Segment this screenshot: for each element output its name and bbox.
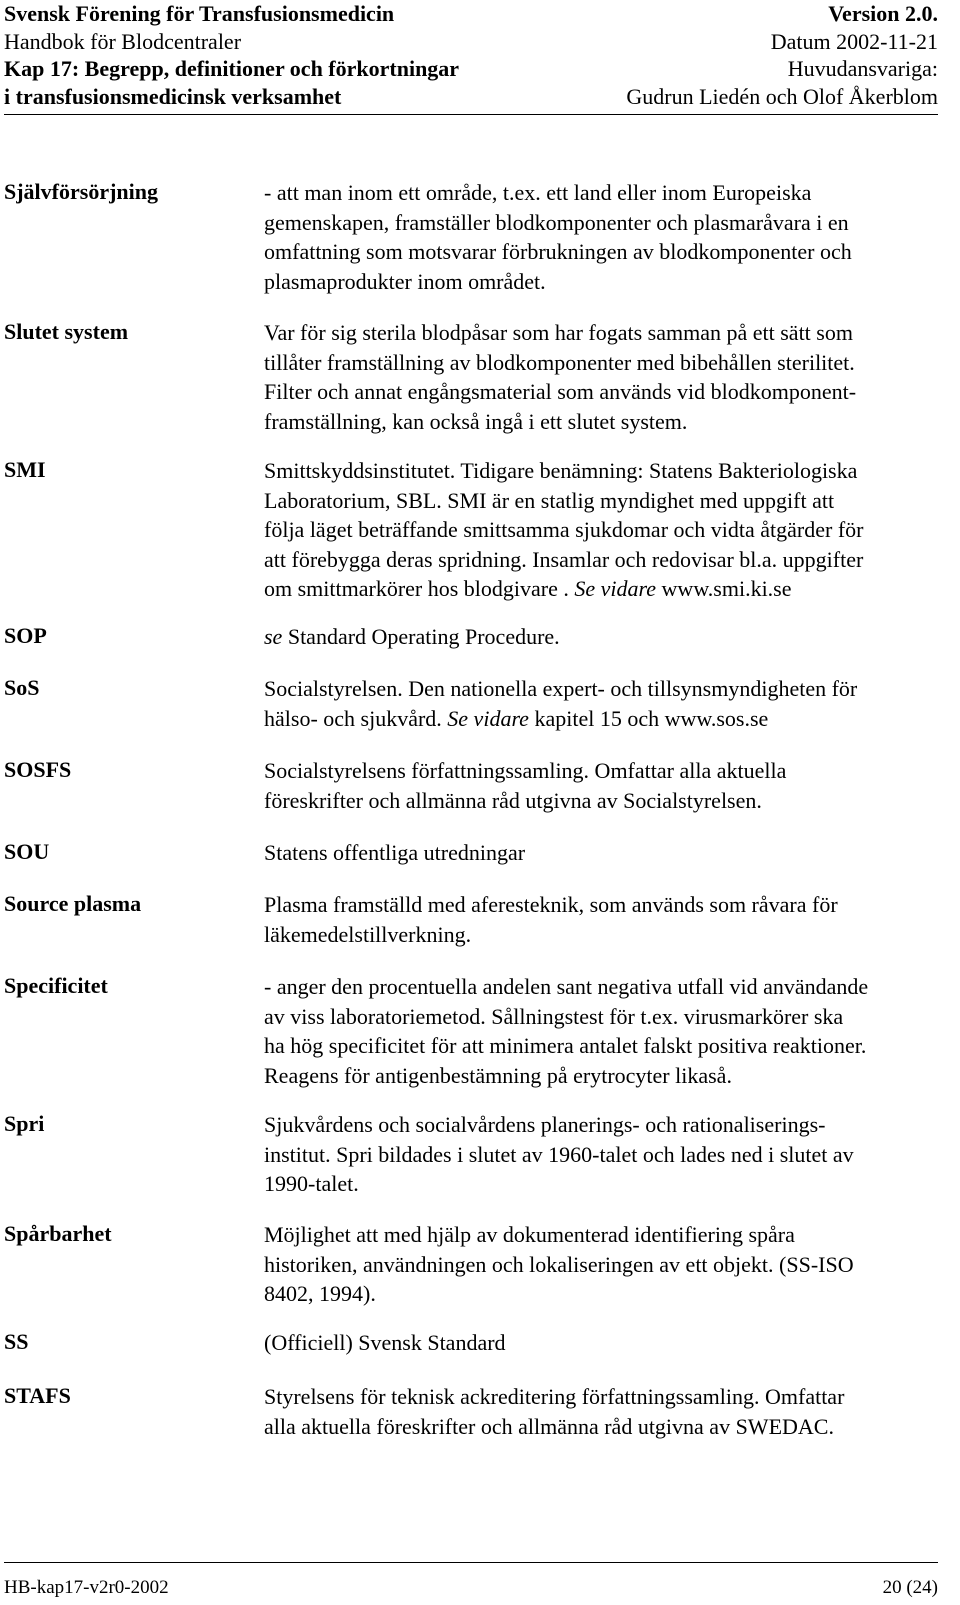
definition-smi: Smittskyddsinstitutet. Tidigare benämning: Statens Bakteriologiska Laboratorium, SBL. SMI är en statlig myndighet med uppgift att följa läget beträffande smittsamma sjukdomar och vidta åtgärder för att förebygga deras spridning. Insamlar och redovisar bl.a. uppgifter om smittmarkörer hos blodgivare . Se vidare www.smi.ki.se (264, 458, 864, 601)
term-sou: SOU (4, 839, 50, 864)
definition-sosfs: Socialstyrelsens författningssamling. Omfattar alla aktuella föreskrifter och allmänna råd utgivna av Socialstyrelsen. (264, 758, 787, 813)
page-footer (4, 1577, 938, 1599)
term-spri: Spri (4, 1111, 45, 1136)
term-sjalvforsorjning: Självförsörjning (4, 179, 158, 204)
term-sos: SoS (4, 675, 40, 700)
definition-slutet-system: Var för sig sterila blodpåsar som har fogats samman på ett sätt som tillåter framställning av blodkomponenter med bibehållen sterilitet. Filter och annat engångsmaterial som används vid blodkomponent- framställning, kan också ingå i ett slutet system. (264, 320, 857, 434)
term-sop: SOP (4, 623, 47, 648)
definition-source-plasma: Plasma framställd med aferesteknik, som används som råvara för läkemedelstillverkning. (264, 892, 838, 947)
handbook-title: Handbok för Blodcentraler (4, 28, 242, 54)
chapter-title: Kap 17: Begrepp, definitioner och förkortningar (4, 56, 460, 81)
page-header (4, 0, 938, 110)
term-smi: SMI (4, 457, 46, 482)
term-slutet-system: Slutet system (4, 319, 129, 344)
responsible-label: Huvudansvariga: (787, 56, 938, 81)
definition-sos: Socialstyrelsen. Den nationella expert- och tillsynsmyndigheten för hälso- och sjukvård. Se vidare kapitel 15 och www.sos.se (264, 676, 858, 731)
term-ss: SS (4, 1329, 29, 1354)
doc-date: Datum 2002-11-21 (770, 28, 938, 54)
definition-stafs: Styrelsens för teknisk ackreditering författningssamling. Omfattar alla aktuella föreskrifter och allmänna råd utgivna av SWEDAC. (264, 1384, 845, 1439)
term-sparbarhet: Spårbarhet (4, 1221, 112, 1246)
term-sosfs: SOSFS (4, 757, 72, 782)
version: Version 2.0. (828, 1, 938, 26)
page-number: 20 (24) (882, 1577, 938, 1598)
chapter-subtitle: i transfusionsmedicinsk verksamhet (4, 83, 342, 109)
definition-specificitet: - anger den procentuella andelen sant negativa utfall vid användande av viss laboratoriemetod. Sållningstest för t.ex. virusmarkörer ska ha hög specificitet för att minimera antalet falskt positiva reaktioner. Reagens för antigenbestämning på erytrocyter likaså. (264, 974, 869, 1088)
definition-sou: Statens offentliga utredningar (264, 840, 526, 865)
header-divider (4, 114, 938, 115)
definition-spri: Sjukvårdens och socialvårdens planerings- och rationaliserings- institut. Spri bildades i slutet av 1960-talet och lades ned i slutet av 1990-talet. (264, 1112, 854, 1196)
org-name: Svensk Förening för Transfusionsmedicin (4, 1, 395, 26)
definition-ss: (Officiell) Svensk Standard (264, 1330, 506, 1355)
responsible-names: Gudrun Liedén och Olof Åkerblom (626, 83, 938, 109)
term-source-plasma: Source plasma (4, 891, 142, 916)
definition-sop: se Standard Operating Procedure. (264, 624, 560, 649)
term-stafs: STAFS (4, 1383, 71, 1408)
definition-sjalvforsorjning: - att man inom ett område, t.ex. ett land eller inom Europeiska gemenskapen, framställer blodkomponenter och plasmaråvara i en omfattning som motsvarar förbrukningen av blodkomponenter och plasmaprodukter inom området. (264, 180, 852, 294)
document-id: HB-kap17-v2r0-2002 (4, 1577, 169, 1598)
definition-sparbarhet: Möjlighet att med hjälp av dokumenterad identifiering spåra historiken, användningen och lokaliseringen av ett objekt. (SS-ISO 8402, 1994). (264, 1222, 854, 1306)
term-specificitet: Specificitet (4, 973, 108, 998)
footer-divider (4, 1562, 938, 1563)
